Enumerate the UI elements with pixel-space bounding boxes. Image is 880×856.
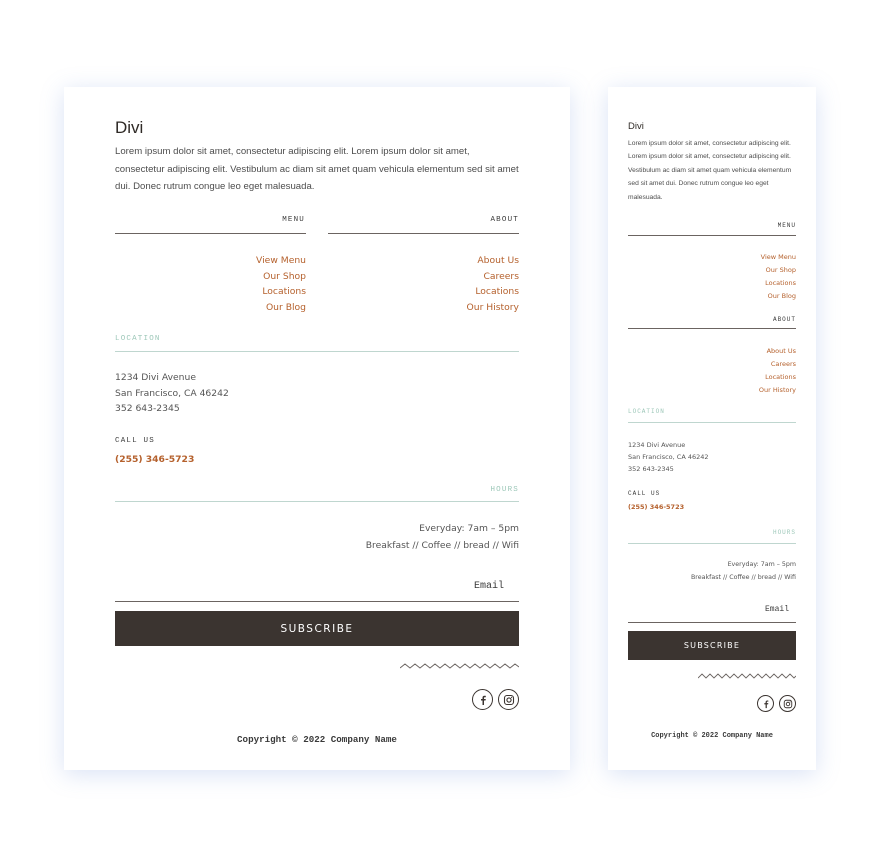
about-link-our-history-mobile[interactable]: Our History [758,386,796,394]
location-divider [115,351,519,352]
menu-divider-mobile [628,235,796,236]
address-line-2: San Francisco, CA 46242 [115,387,229,399]
about-link-list-mobile [759,345,796,397]
menu-heading: MENU [282,216,305,224]
address-block-mobile [628,439,709,475]
brand-description-mobile: Lorem ipsum dolor sit amet, consectetur adipiscing elit. Lorem ipsum dolor sit amet, consectetur adipiscing elit. Vestibulum ac diam sit amet quam vehicula elementum sed sit amet dui. Donec rutrum congue leo eget malesuada. [628,140,792,201]
about-heading-mobile: ABOUT [772,316,796,323]
footer-preview-mobile [608,87,816,770]
footer-preview-desktop [64,87,570,770]
email-underline [115,601,519,602]
menu-link-our-shop[interactable]: Our Shop [263,270,306,282]
about-link-locations-mobile[interactable]: Locations [765,373,796,381]
about-link-about-us[interactable]: About Us [477,255,519,266]
call-us-phone-link-mobile[interactable]: (255) 346-5723 [628,503,685,511]
subscribe-button[interactable]: SUBSCRIBE [115,611,519,646]
menu-link-our-shop-mobile[interactable]: Our Shop [765,266,796,274]
menu-link-locations-mobile[interactable]: Locations [765,279,796,287]
location-phone-mobile: 352 643-2345 [628,465,674,473]
about-link-locations[interactable]: Locations [475,286,519,297]
brand-title: Divi [115,118,144,137]
facebook-button[interactable] [472,689,493,710]
location-divider-mobile [628,422,796,423]
instagram-icon [783,699,793,709]
zigzag-divider [400,661,519,671]
subscribe-button-mobile[interactable]: SUBSCRIBE [628,631,796,660]
brand-description: Lorem ipsum dolor sit amet, consectetur adipiscing elit. Lorem ipsum dolor sit amet, consectetur adipiscing elit. Vestibulum ac diam sit amet quam vehicula elementum sed sit amet dui. Donec rutrum congue leo eget malesuada. [115,146,519,192]
hours-line-1-mobile: Everyday: 7am – 5pm [727,561,796,568]
hours-heading-mobile: HOURS [772,529,796,536]
menu-link-view-menu[interactable]: View Menu [256,255,306,266]
hours-line-2-mobile: Breakfast // Coffee // bread // Wifi [690,573,796,581]
menu-heading-mobile: MENU [777,222,796,229]
address-block [115,370,229,417]
address-line-1-mobile: 1234 Divi Avenue [628,441,686,449]
about-divider-mobile [628,328,796,329]
email-field-mobile[interactable]: Email [764,605,789,614]
about-link-careers[interactable]: Careers [483,270,519,282]
location-phone: 352 643-2345 [115,403,180,414]
address-line-1: 1234 Divi Avenue [115,372,196,383]
about-link-about-us-mobile[interactable]: About Us [766,347,796,355]
instagram-icon [503,694,515,706]
about-link-our-history[interactable]: Our History [466,301,519,313]
menu-link-our-blog[interactable]: Our Blog [265,301,306,313]
hours-block [366,521,519,554]
about-heading: ABOUT [490,216,519,224]
menu-divider [115,233,306,234]
hours-line-2: Breakfast // Coffee // bread // Wifi [365,539,519,551]
hours-divider [115,501,519,502]
menu-link-list-mobile [761,251,796,303]
hours-block-mobile [691,559,796,584]
about-link-careers-mobile[interactable]: Careers [770,360,796,368]
call-us-phone-link[interactable]: (255) 346-5723 [115,454,195,465]
facebook-icon [477,694,489,706]
menu-link-list [256,253,306,315]
menu-link-locations[interactable]: Locations [262,286,306,297]
instagram-button-mobile[interactable] [779,695,796,712]
instagram-button[interactable] [498,689,519,710]
menu-link-view-menu-mobile[interactable]: View Menu [760,253,796,261]
location-heading: LOCATION [115,335,161,343]
copyright-text-mobile: Copyright © 2022 Company Name [651,732,773,740]
address-line-2-mobile: San Francisco, CA 46242 [628,453,709,461]
facebook-button-mobile[interactable] [757,695,774,712]
zigzag-divider-mobile [698,672,796,680]
hours-line-1: Everyday: 7am – 5pm [419,523,519,534]
menu-link-our-blog-mobile[interactable]: Our Blog [767,292,796,300]
call-us-heading-mobile: CALL US [628,490,661,497]
facebook-icon [761,699,771,709]
about-divider [328,233,519,234]
location-heading-mobile: LOCATION [628,408,665,415]
hours-heading: HOURS [490,486,519,494]
email-field[interactable]: Email [473,581,504,592]
copyright-text: Copyright © 2022 Company Name [237,734,397,745]
email-underline-mobile [628,622,796,623]
about-link-list [467,253,519,315]
call-us-heading: CALL US [115,437,155,445]
brand-title-mobile: Divi [628,121,644,132]
hours-divider-mobile [628,543,796,544]
